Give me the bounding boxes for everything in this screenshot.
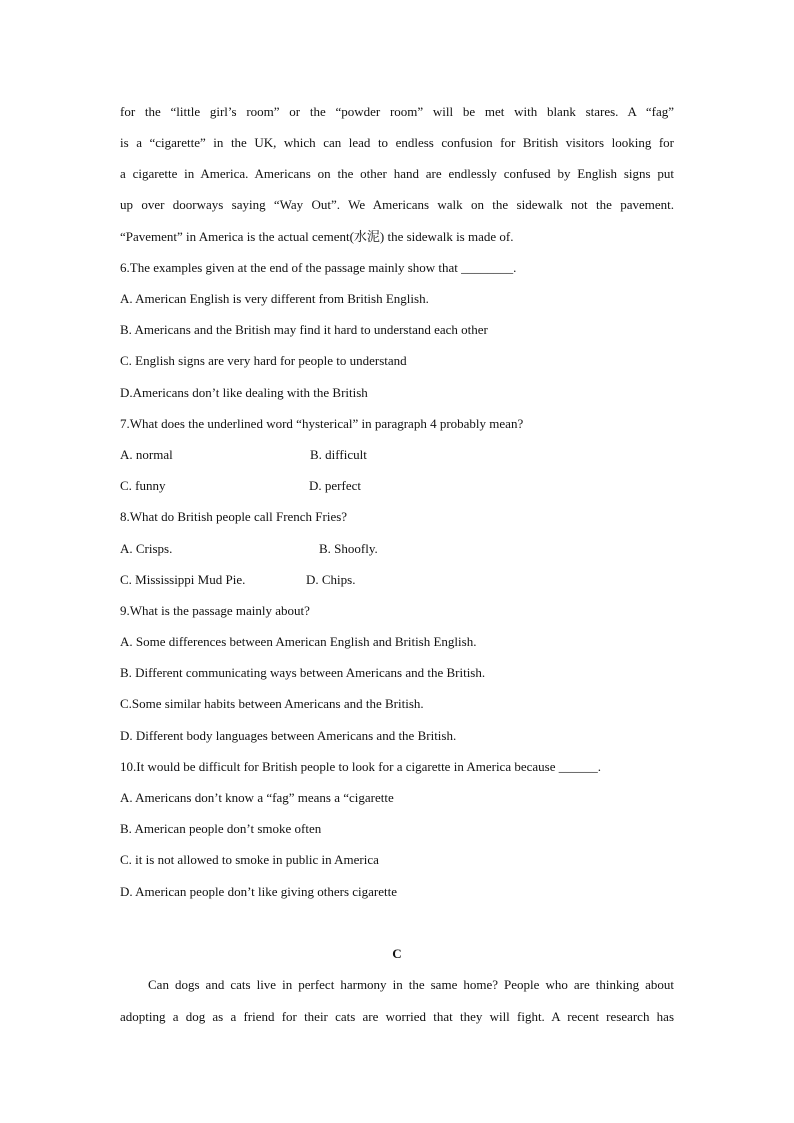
passage-b-line: up over doorways saying “Way Out”. We Americans walk on the sidewalk not the pavement.	[120, 197, 674, 212]
question-option: B. difficult	[310, 447, 367, 462]
question-stem: 6.The examples given at the end of the passage mainly show that ________.	[120, 260, 517, 275]
passage-c-line: adopting a dog as a friend for their cats are worried that they will fight. A recent research has	[120, 1009, 674, 1024]
question-option: D. Different body languages between Americans and the British.	[120, 728, 457, 743]
question-option: C. funny	[120, 478, 166, 493]
question-option: C.Some similar habits between Americans and the British.	[120, 696, 424, 711]
question-option: B. American people don’t smoke often	[120, 821, 322, 836]
question-stem: 9.What is the passage mainly about?	[120, 603, 310, 618]
section-heading: C	[392, 946, 402, 961]
passage-b-line: for the “little girl’s room” or the “powder room” will be met with blank stares. A “fag”	[120, 104, 674, 119]
question-option: D.Americans don’t like dealing with the British	[120, 385, 368, 400]
question-option: C. English signs are very hard for people to understand	[120, 353, 407, 368]
question-option: B. Different communicating ways between Americans and the British.	[120, 665, 486, 680]
passage-b-line: “Pavement” in America is the actual cement(水泥) the sidewalk is made of.	[120, 229, 514, 244]
question-option: A. Some differences between American English and British English.	[120, 634, 477, 649]
passage-b-line: a cigarette in America. Americans on the other hand are endlessly confused by English signs put	[120, 166, 674, 181]
question-option: D. perfect	[309, 478, 361, 493]
question-option: C. Mississippi Mud Pie.	[120, 572, 246, 587]
question-option: B. Americans and the British may find it hard to understand each other	[120, 322, 488, 337]
question-option: B. Shoofly.	[319, 541, 378, 556]
question-option: C. it is not allowed to smoke in public in America	[120, 852, 379, 867]
question-option: A. Americans don’t know a “fag” means a “cigarette	[120, 790, 394, 805]
question-option: A. normal	[120, 447, 173, 462]
question-stem: 7.What does the underlined word “hysterical” in paragraph 4 probably mean?	[120, 416, 524, 431]
question-option: A. American English is very different from British English.	[120, 291, 429, 306]
question-option: D. American people don’t like giving others cigarette	[120, 884, 398, 899]
passage-c-line: Can dogs and cats live in perfect harmony in the same home? People who are thinking about	[148, 977, 674, 992]
question-option: A. Crisps.	[120, 541, 173, 556]
question-stem: 10.It would be difficult for British people to look for a cigarette in America because ______.	[120, 759, 601, 774]
passage-b-line: is a “cigarette” in the UK, which can lead to endless confusion for British visitors looking for	[120, 135, 674, 150]
question-stem: 8.What do British people call French Fries?	[120, 509, 348, 524]
question-option: D. Chips.	[306, 572, 356, 587]
